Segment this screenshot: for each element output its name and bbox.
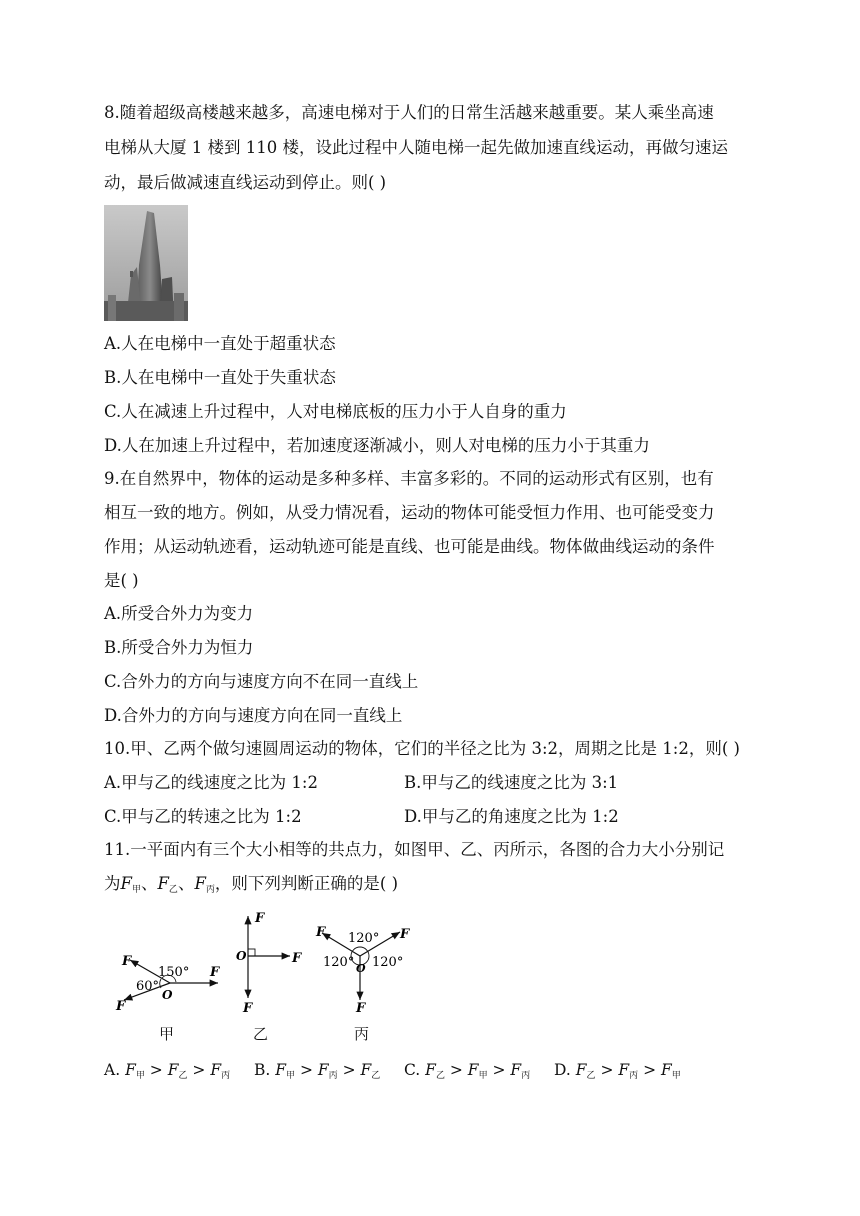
q11-c-s2: 甲 <box>478 1071 488 1081</box>
q11-c-gt2: > <box>487 1061 511 1079</box>
q11-a-s1: 甲 <box>135 1071 145 1081</box>
bing-angle-left: 120° <box>323 955 355 970</box>
q9-option-b: B.所受合外力为恒力 <box>104 638 254 657</box>
q11-d-s1: 乙 <box>586 1071 596 1081</box>
q11-d-s2: 丙 <box>629 1071 639 1081</box>
q11-sep-1: 、 <box>140 874 158 893</box>
q11-c-s3: 丙 <box>521 1071 531 1081</box>
q11-option-d <box>554 1060 681 1086</box>
q11-f-symbol-1: F <box>120 874 132 893</box>
q11-b-gt2: > <box>337 1061 361 1079</box>
q11-line-2-prefix: 为 <box>104 874 121 893</box>
q11-c-f2: F <box>467 1061 479 1079</box>
diagram-bing <box>315 925 410 1016</box>
q11-option-a <box>104 1060 230 1086</box>
q11-c-f3: F <box>510 1061 522 1079</box>
q8-option-d: D.人在加速上升过程中，若加速度逐渐减小，则人对电梯的压力小于其重力 <box>104 436 650 455</box>
q11-f-symbol-3: F <box>194 874 206 893</box>
q9-option-d: D.合外力的方向与速度方向在同一直线上 <box>104 706 403 725</box>
jia-origin: O <box>162 988 173 1002</box>
jia-angle-150: 150° <box>158 965 190 980</box>
q11-b-s2: 丙 <box>328 1071 338 1081</box>
q8-line-3: 动，最后做减速直线运动到停止。则( ) <box>104 173 387 192</box>
q8-option-a: A.人在电梯中一直处于超重状态 <box>104 334 336 353</box>
jia-f-upper: F <box>122 954 132 969</box>
bing-angle-top: 120° <box>348 931 380 946</box>
force-diagrams <box>110 908 440 1043</box>
yi-f-down: F <box>243 1001 253 1016</box>
q9-line-1: 9.在自然界中，物体的运动是多种多样、丰富多彩的。不同的运动形式有区别，也有 <box>104 469 714 488</box>
bing-origin: O <box>356 962 366 975</box>
q11-sub-bing: 丙 <box>205 885 215 895</box>
q11-c-s1: 乙 <box>435 1071 445 1081</box>
bing-f-left: F <box>316 925 326 940</box>
q11-option-b <box>254 1060 380 1086</box>
diagram-jia <box>115 954 220 1014</box>
q11-a-gt1: > <box>144 1061 168 1079</box>
q8-line-1: 8.随着超级高楼越来越多，高速电梯对于人们的日常生活越来越重要。某人乘坐高速 <box>104 103 714 122</box>
q8-line-2: 电梯从大厦 1 楼到 110 楼，设此过程中人随电梯一起先做加速直线运动，再做匀速运 <box>104 138 728 157</box>
bing-angle-right: 120° <box>372 955 404 970</box>
q11-d-gt1: > <box>595 1061 619 1079</box>
q11-b-f3: F <box>360 1061 372 1079</box>
q11-a-f2: F <box>167 1061 179 1079</box>
jia-f-lower: F <box>116 999 126 1014</box>
q9-option-a: A.所受合外力为变力 <box>104 604 254 623</box>
caption-jia: 甲 <box>159 1025 175 1043</box>
q11-option-a-label: A. <box>104 1061 126 1079</box>
diagram-yi <box>236 911 302 1016</box>
q9-line-3: 作用；从运动轨迹看，运动轨迹可能是直线、也可能是曲线。物体做曲线运动的条件 <box>104 537 715 556</box>
q11-b-s3: 乙 <box>371 1071 381 1081</box>
q11-a-s3: 丙 <box>221 1071 231 1081</box>
q11-d-f3: F <box>660 1061 672 1079</box>
jia-angle-60: 60° <box>136 979 160 994</box>
q11-sub-yi: 乙 <box>168 885 178 895</box>
q10-option-b: B.甲与乙的线速度之比为 3:1 <box>404 773 619 792</box>
bing-f-down: F <box>356 1001 366 1016</box>
q10-option-c: C.甲与乙的转速之比为 1:2 <box>104 807 302 826</box>
q8-option-c: C.人在减速上升过程中，人对电梯底板的压力小于人自身的重力 <box>104 402 567 421</box>
q11-option-d-label: D. <box>554 1061 576 1079</box>
caption-yi: 乙 <box>253 1025 269 1043</box>
q11-a-f1: F <box>125 1061 136 1079</box>
q11-f-symbol-2: F <box>157 874 169 893</box>
q11-a-f3: F <box>210 1061 222 1079</box>
q9-line-4: 是( ) <box>104 571 139 590</box>
q8-option-b: B.人在电梯中一直处于失重状态 <box>104 368 336 387</box>
q11-d-gt2: > <box>638 1061 661 1079</box>
bing-f-right: F <box>400 927 410 942</box>
q11-sub-jia: 甲 <box>131 885 141 895</box>
q10-option-a: A.甲与乙的线速度之比为 1:2 <box>104 773 318 792</box>
q11-c-f1: F <box>425 1061 436 1079</box>
q10-option-d: D.甲与乙的角速度之比为 1:2 <box>404 807 619 826</box>
jia-f-right: F <box>210 965 220 980</box>
q9-option-c: C.合外力的方向与速度方向不在同一直线上 <box>104 672 419 691</box>
q9-line-2: 相互一致的地方。例如，从受力情况看，运动的物体可能受恒力作用、也可能受变力 <box>104 503 715 522</box>
q11-a-gt2: > <box>187 1061 211 1079</box>
q11-c-gt1: > <box>444 1061 468 1079</box>
q11-line-1: 11.一平面内有三个大小相等的共点力，如图甲、乙、丙所示，各图的合力大小分别记 <box>104 840 725 859</box>
q11-b-s1: 甲 <box>286 1071 296 1081</box>
caption-bing: 丙 <box>354 1025 370 1043</box>
q11-d-f2: F <box>618 1061 630 1079</box>
q11-option-c <box>404 1060 530 1086</box>
q11-line-2-suffix: ，则下列判断正确的是( ) <box>214 874 399 893</box>
q11-b-f1: F <box>275 1061 287 1079</box>
yi-f-right: F <box>292 951 302 966</box>
q10-line-1: 10.甲、乙两个做匀速圆周运动的物体，它们的半径之比为 3:2，周期之比是 1:2，则( ) <box>104 739 740 758</box>
q11-a-s2: 乙 <box>178 1071 188 1081</box>
q11-b-f2: F <box>317 1061 329 1079</box>
q11-line-2 <box>104 874 398 900</box>
q11-option-c-label: C. <box>404 1061 426 1079</box>
yi-origin: O <box>236 949 247 963</box>
q11-option-b-label: B. <box>254 1061 276 1079</box>
yi-f-up: F <box>255 911 265 926</box>
skyscraper-photo <box>104 205 188 321</box>
q11-b-gt1: > <box>295 1061 318 1079</box>
q11-d-f1: F <box>575 1061 587 1079</box>
q11-sep-2: 、 <box>177 874 195 893</box>
q11-d-s3: 甲 <box>671 1071 681 1081</box>
